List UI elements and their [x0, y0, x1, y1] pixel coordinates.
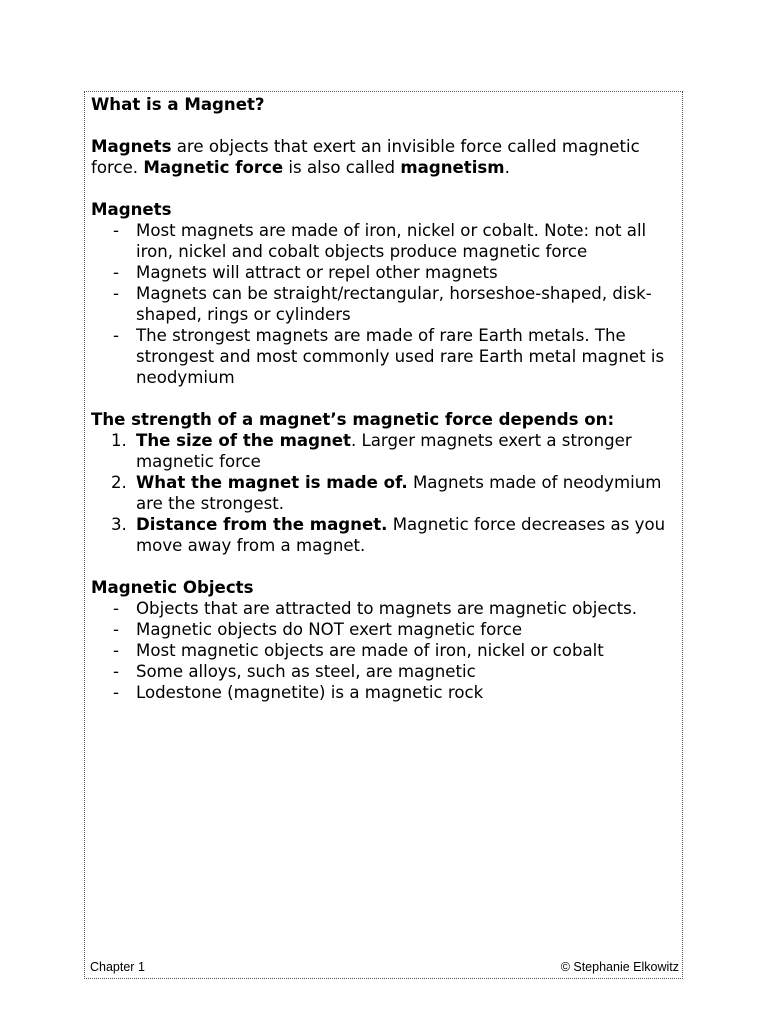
intro-term-magnets: Magnets — [91, 137, 172, 156]
list-item — [91, 430, 681, 472]
dash-marker: - — [113, 284, 119, 303]
intro-text-1: are objects that exert an invisible force called magnetic force. — [91, 137, 640, 177]
list-item-text: . Larger magnets exert a stronger magnetic force — [136, 431, 632, 471]
footer-chapter: Chapter 1 — [90, 960, 145, 974]
document-content — [91, 94, 681, 703]
intro-term-magnetism: magnetism — [400, 158, 505, 177]
intro-term-magnetic-force: Magnetic force — [143, 158, 284, 177]
list-item-text: Magnets will attract or repel other magnets — [136, 263, 498, 282]
dash-marker: - — [113, 326, 119, 345]
list-item-text: Objects that are attracted to magnets are magnetic objects. — [136, 599, 638, 618]
list-item — [91, 283, 681, 325]
list-item-text: Magnetic objects do NOT exert magnetic force — [136, 620, 523, 639]
list-item-text: Most magnets are made of iron, nickel or cobalt. Note: not all iron, nickel and cobalt objects produce magnetic force — [136, 221, 647, 261]
number-marker: 1. — [111, 431, 127, 450]
dash-marker: - — [113, 263, 119, 282]
dash-marker: - — [113, 662, 119, 681]
list-item-text: Magnetic force decreases as you move away from a magnet. — [136, 515, 666, 555]
strength-heading: The strength of a magnet’s magnetic force depends on: — [91, 410, 615, 429]
dash-marker: - — [113, 599, 119, 618]
magnets-list — [91, 220, 681, 388]
list-item — [91, 220, 681, 262]
list-item-text: Lodestone (magnetite) is a magnetic rock — [136, 683, 484, 702]
list-item — [91, 262, 681, 283]
list-item — [91, 514, 681, 556]
list-item-text: Magnets made of neodymium are the strongest. — [136, 473, 662, 513]
dash-marker: - — [113, 641, 119, 660]
list-item-text: Most magnetic objects are made of iron, nickel or cobalt — [136, 641, 604, 660]
list-item — [91, 682, 681, 703]
list-item-text: Some alloys, such as steel, are magnetic — [136, 662, 476, 681]
list-item — [91, 598, 681, 619]
strength-list — [91, 430, 681, 556]
list-item-bold: Distance from the magnet. — [136, 515, 388, 534]
list-item — [91, 661, 681, 682]
list-item — [91, 619, 681, 640]
dash-marker: - — [113, 221, 119, 240]
intro-text-3: . — [504, 158, 510, 177]
list-item-bold: What the magnet is made of. — [136, 473, 408, 492]
list-item-text: The strongest magnets are made of rare Earth metals. The strongest and most commonly used rare Earth metal magnet is neodymium — [136, 326, 665, 387]
list-item — [91, 472, 681, 514]
list-item-bold: The size of the magnet — [136, 431, 351, 450]
objects-list — [91, 598, 681, 703]
intro-text-2: is also called — [283, 158, 401, 177]
dash-marker: - — [113, 620, 119, 639]
footer-copyright: © Stephanie Elkowitz — [560, 960, 679, 974]
list-item — [91, 640, 681, 661]
list-item-text: Magnets can be straight/rectangular, horseshoe-shaped, disk-shaped, rings or cylinders — [136, 284, 652, 324]
objects-heading: Magnetic Objects — [91, 578, 254, 597]
intro-paragraph — [91, 136, 681, 178]
dash-marker: - — [113, 683, 119, 702]
page-frame — [84, 91, 683, 979]
number-marker: 3. — [111, 515, 127, 534]
magnets-heading: Magnets — [91, 200, 172, 219]
page-title: What is a Magnet? — [91, 95, 265, 114]
list-item — [91, 325, 681, 388]
number-marker: 2. — [111, 473, 127, 492]
